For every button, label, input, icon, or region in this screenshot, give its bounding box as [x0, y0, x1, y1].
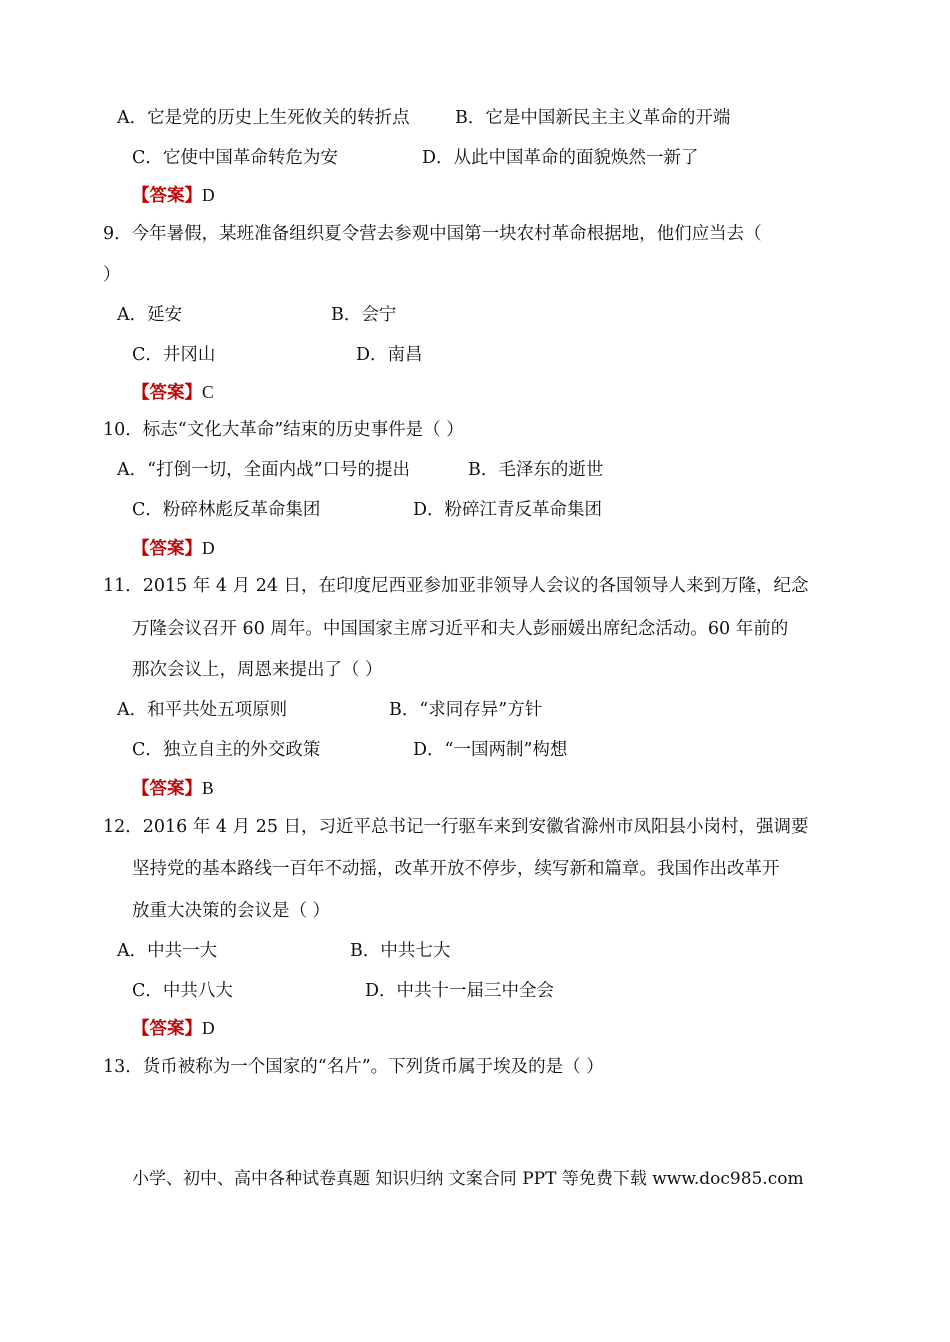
q9-option-a: A．延安 [117, 305, 183, 325]
q10-answer [132, 536, 215, 561]
q13-stem: 13．货币被称为一个国家的“名片”。下列货币属于埃及的是（ ） [103, 1057, 604, 1077]
q11-answer [132, 776, 214, 801]
q12-stem-line3: 放重大决策的会议是（ ） [132, 901, 331, 921]
q12-answer [132, 1016, 215, 1041]
q10-option-b: B．毛泽东的逝世 [468, 460, 604, 480]
answer-label: 【答案】 [132, 383, 202, 403]
q12-option-d: D．中共十一届三中全会 [365, 981, 555, 1001]
q10-option-a: A．“打倒一切，全面内战”口号的提出 [117, 460, 411, 480]
q8-option-c: C．它使中国革命转危为安 [132, 148, 338, 168]
q11-stem-line3: 那次会议上，周恩来提出了（ ） [132, 660, 383, 680]
q12-stem-line2: 坚持党的基本路线一百年不动摇，改革开放不停步，续写新和篇章。我国作出改革开 [132, 859, 780, 879]
answer-label: 【答案】 [132, 1019, 202, 1039]
page-footer: 小学、初中、高中各种试卷真题 知识归纳 文案合同 PPT 等免费下载 www.doc985.com [132, 1169, 804, 1189]
q11-option-a: A．和平共处五项原则 [117, 700, 288, 720]
answer-value: D [202, 1018, 215, 1038]
q11-stem-line2: 万隆会议召开 60 周年。中国国家主席习近平和夫人彭丽媛出席纪念活动。60 年前的 [132, 619, 789, 639]
q8-option-a: A．它是党的历史上生死攸关的转折点 [117, 108, 410, 128]
q9-option-c: C．井冈山 [132, 345, 216, 365]
q9-stem-line2: ） [103, 265, 121, 285]
q8-answer [132, 183, 215, 208]
answer-value: B [202, 778, 214, 798]
answer-value: D [202, 185, 215, 205]
q11-option-d: D．“一国两制”构想 [413, 740, 568, 760]
answer-label: 【答案】 [132, 186, 202, 206]
q10-option-c: C．粉碎林彪反革命集团 [132, 500, 321, 520]
q11-stem-line1: 11．2015 年 4 月 24 日，在印度尼西亚参加亚非领导人会议的各国领导人来到万隆，纪念 [103, 576, 809, 596]
answer-value: C [202, 382, 214, 402]
q11-option-b: B．“求同存异”方针 [389, 700, 543, 720]
q8-option-d: D．从此中国革命的面貌焕然一新了 [422, 148, 699, 168]
q9-answer [132, 380, 214, 405]
q10-stem: 10．标志“文化大革命”结束的历史事件是（ ） [103, 420, 464, 440]
q12-stem-line1: 12．2016 年 4 月 25 日，习近平总书记一行驱车来到安徽省滁州市凤阳县小岗村，强调要 [103, 817, 809, 837]
answer-label: 【答案】 [132, 539, 202, 559]
q12-option-c: C．中共八大 [132, 981, 233, 1001]
answer-label: 【答案】 [132, 779, 202, 799]
q9-option-d: D．南昌 [356, 345, 423, 365]
q12-option-b: B．中共七大 [350, 941, 451, 961]
q9-option-b: B．会宁 [331, 305, 397, 325]
q8-option-b: B．它是中国新民主主义革命的开端 [455, 108, 731, 128]
q11-option-c: C．独立自主的外交政策 [132, 740, 321, 760]
q10-option-d: D．粉碎江青反革命集团 [413, 500, 603, 520]
q9-stem-line1: 9．今年暑假，某班准备组织夏令营去参观中国第一块农村革命根据地，他们应当去（ [103, 224, 762, 244]
answer-value: D [202, 538, 215, 558]
q12-option-a: A．中共一大 [117, 941, 218, 961]
